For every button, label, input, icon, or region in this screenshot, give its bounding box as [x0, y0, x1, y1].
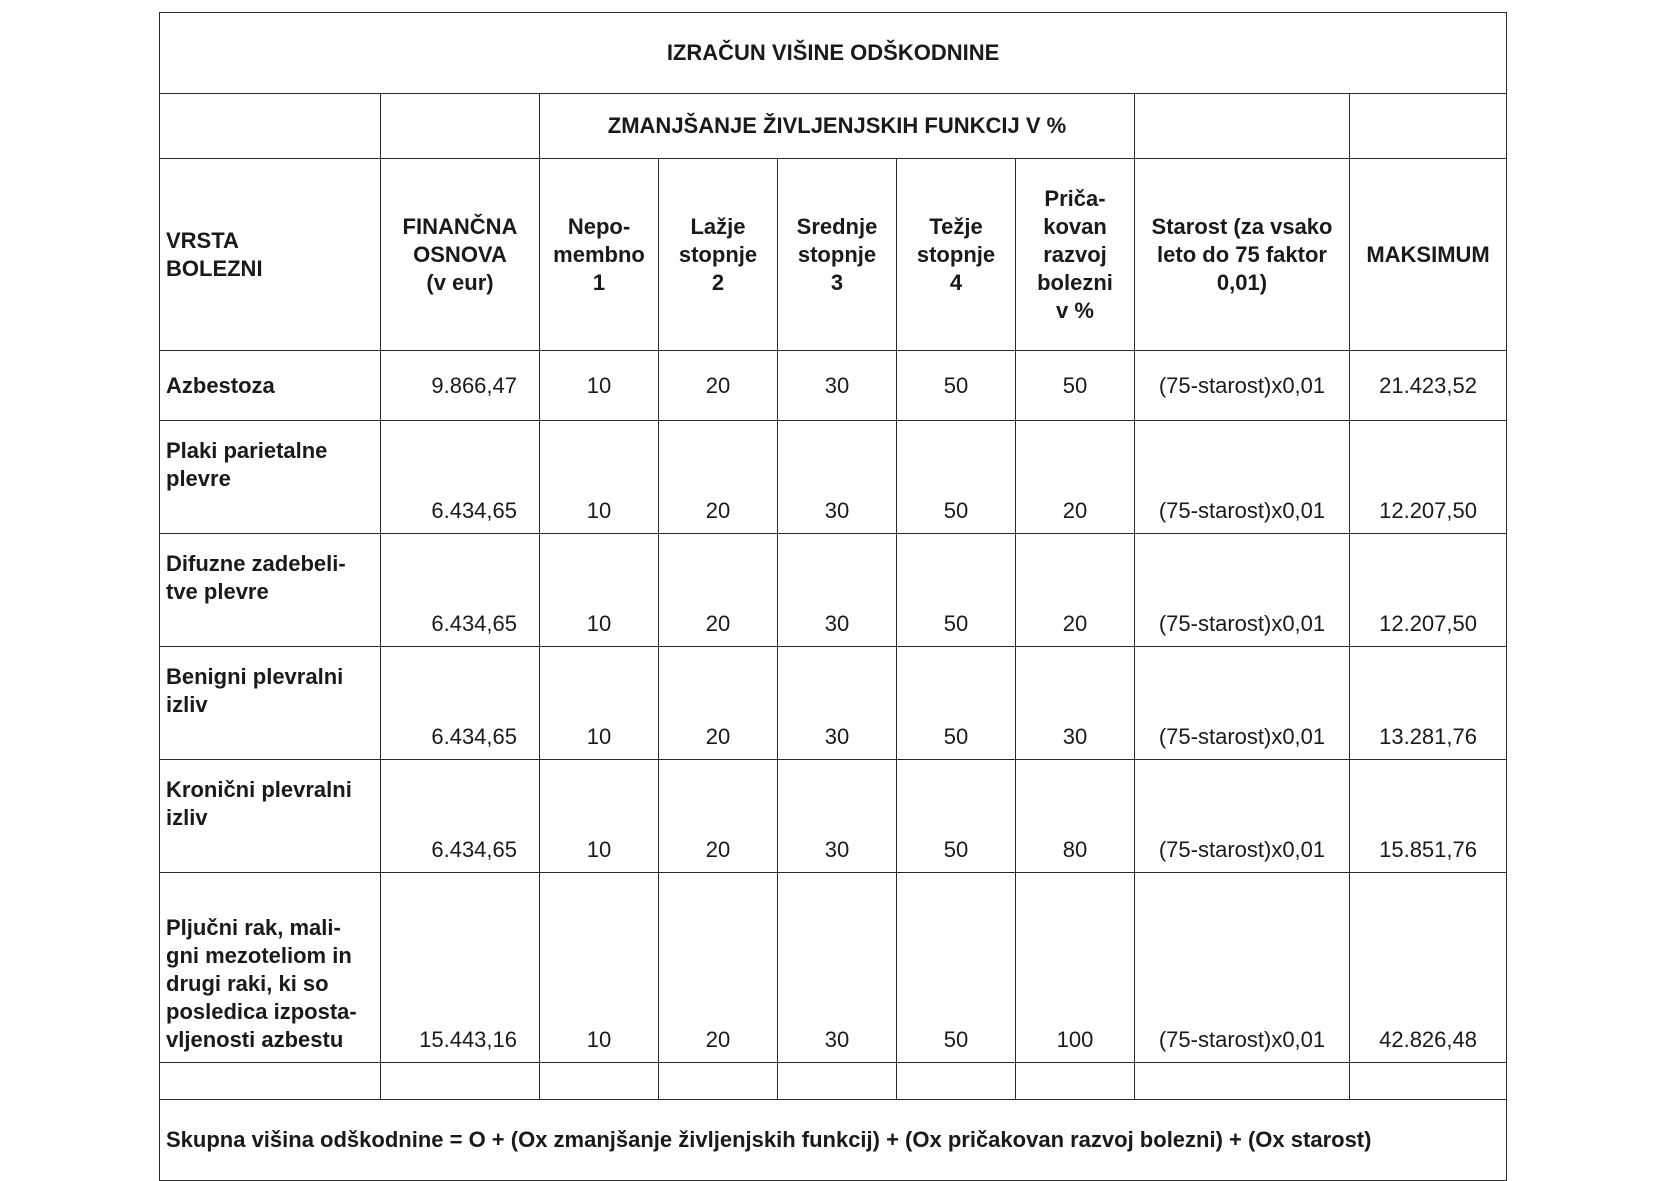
level-4-value: 50	[897, 534, 1016, 647]
group-empty-cell	[381, 94, 540, 159]
financial-base-value: 6.434,65	[381, 647, 540, 760]
level-2-value: 20	[659, 760, 778, 873]
level-4-value: 50	[897, 351, 1016, 421]
age-factor-value: (75-starost)x0,01	[1135, 647, 1350, 760]
disease-name: Azbestoza	[160, 351, 381, 421]
expected-progression-value: 30	[1016, 647, 1135, 760]
formula-row	[160, 1100, 1507, 1181]
age-factor-value: (75-starost)x0,01	[1135, 421, 1350, 534]
age-factor-value: (75-starost)x0,01	[1135, 534, 1350, 647]
expected-progression-value: 20	[1016, 534, 1135, 647]
level-3-value: 30	[778, 647, 897, 760]
level-3-value: 30	[778, 421, 897, 534]
empty-cell	[897, 1063, 1016, 1100]
expected-progression-value: 50	[1016, 351, 1135, 421]
group-header: ZMANJŠANJE ŽIVLJENJSKIH FUNKCIJ V %	[540, 94, 1135, 159]
compensation-table	[159, 12, 1507, 1181]
header-level-3: Srednje stopnje 3	[778, 159, 897, 351]
table-row	[160, 534, 1507, 647]
level-3-value: 30	[778, 760, 897, 873]
header-level-1: Nepo- membno 1	[540, 159, 659, 351]
financial-base-value: 6.434,65	[381, 760, 540, 873]
disease-name: Pljučni rak, mali- gni mezoteliom in drugi raki, ki so posledica izposta- vljenosti azbestu	[160, 873, 381, 1063]
disease-name: Difuzne zadebeli- tve plevre	[160, 534, 381, 647]
table-row	[160, 351, 1507, 421]
expected-progression-value: 20	[1016, 421, 1135, 534]
level-1-value: 10	[540, 760, 659, 873]
level-4-value: 50	[897, 760, 1016, 873]
level-3-value: 30	[778, 534, 897, 647]
header-disease-type: VRSTA BOLEZNI	[160, 159, 381, 351]
disease-name: Kronični plevralni izliv	[160, 760, 381, 873]
header-age: Starost (za vsako leto do 75 faktor 0,01)	[1135, 159, 1350, 351]
empty-cell	[540, 1063, 659, 1100]
level-1-value: 10	[540, 421, 659, 534]
level-1-value: 10	[540, 351, 659, 421]
empty-cell	[1016, 1063, 1135, 1100]
group-header-row	[160, 94, 1507, 159]
empty-cell	[1135, 1063, 1350, 1100]
financial-base-value: 15.443,16	[381, 873, 540, 1063]
maximum-value: 12.207,50	[1350, 534, 1507, 647]
empty-cell	[659, 1063, 778, 1100]
header-level-4: Težje stopnje 4	[897, 159, 1016, 351]
total-formula: Skupna višina odškodnine = O + (Ox zmanjšanje življenjskih funkcij) + (Ox pričakovan razvoj bolezni) + (Ox starost)	[160, 1100, 1507, 1181]
disease-name: Plaki parietalne plevre	[160, 421, 381, 534]
financial-base-value: 6.434,65	[381, 534, 540, 647]
empty-cell	[160, 1063, 381, 1100]
level-4-value: 50	[897, 873, 1016, 1063]
table-row	[160, 647, 1507, 760]
column-header-row	[160, 159, 1507, 351]
level-2-value: 20	[659, 351, 778, 421]
table-row	[160, 421, 1507, 534]
age-factor-value: (75-starost)x0,01	[1135, 760, 1350, 873]
table-title: IZRAČUN VIŠINE ODŠKODNINE	[160, 13, 1507, 94]
financial-base-value: 9.866,47	[381, 351, 540, 421]
empty-cell	[778, 1063, 897, 1100]
header-maximum: MAKSIMUM	[1350, 159, 1507, 351]
maximum-value: 12.207,50	[1350, 421, 1507, 534]
expected-progression-value: 80	[1016, 760, 1135, 873]
table-row	[160, 760, 1507, 873]
financial-base-value: 6.434,65	[381, 421, 540, 534]
empty-spacer-row	[160, 1063, 1507, 1100]
empty-cell	[381, 1063, 540, 1100]
disease-name: Benigni plevralni izliv	[160, 647, 381, 760]
header-financial-base: FINANČNA OSNOVA (v eur)	[381, 159, 540, 351]
level-2-value: 20	[659, 534, 778, 647]
title-row	[160, 13, 1507, 94]
level-4-value: 50	[897, 647, 1016, 760]
level-3-value: 30	[778, 351, 897, 421]
level-2-value: 20	[659, 647, 778, 760]
maximum-value: 42.826,48	[1350, 873, 1507, 1063]
empty-cell	[1350, 1063, 1507, 1100]
maximum-value: 21.423,52	[1350, 351, 1507, 421]
table-row	[160, 873, 1507, 1063]
maximum-value: 15.851,76	[1350, 760, 1507, 873]
group-empty-cell	[1350, 94, 1507, 159]
level-2-value: 20	[659, 421, 778, 534]
level-1-value: 10	[540, 873, 659, 1063]
age-factor-value: (75-starost)x0,01	[1135, 873, 1350, 1063]
expected-progression-value: 100	[1016, 873, 1135, 1063]
level-1-value: 10	[540, 534, 659, 647]
group-empty-cell	[1135, 94, 1350, 159]
header-level-2: Lažje stopnje 2	[659, 159, 778, 351]
compensation-document	[159, 12, 1506, 1181]
level-1-value: 10	[540, 647, 659, 760]
age-factor-value: (75-starost)x0,01	[1135, 351, 1350, 421]
maximum-value: 13.281,76	[1350, 647, 1507, 760]
level-2-value: 20	[659, 873, 778, 1063]
level-3-value: 30	[778, 873, 897, 1063]
level-4-value: 50	[897, 421, 1016, 534]
header-expected-progression: Priča- kovan razvoj bolezni v %	[1016, 159, 1135, 351]
group-empty-cell	[160, 94, 381, 159]
